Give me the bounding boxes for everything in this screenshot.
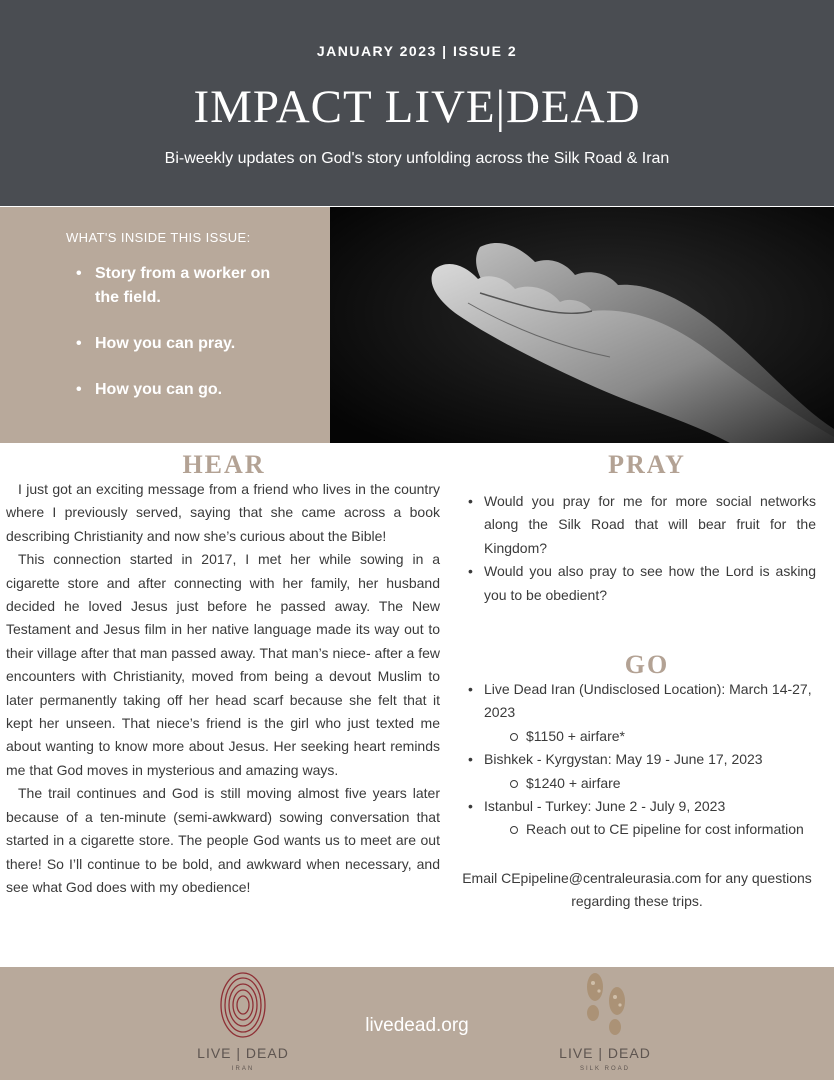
trip-cost: $1240 + airfare — [508, 772, 826, 795]
logo-wordmark: LIVE | DEAD — [197, 1045, 289, 1061]
inside-item: • Story from a worker on the field. — [76, 262, 296, 310]
trip-name: Bishkek - Kyrgystan: May 19 - June 17, 2023 — [484, 751, 763, 768]
trip-item — [466, 795, 826, 842]
trip-list — [466, 678, 826, 842]
trip-name: Istanbul - Turkey: June 2 - July 9, 2023 — [484, 798, 726, 815]
hear-story — [6, 478, 440, 899]
inside-panel — [0, 207, 330, 443]
story-paragraph: The trail continues and God is still moving almost five years later because of a ten-minute (semi-awkward) sowing conversation that started in a cigarette store. The people God wants us to meet are out there! So I’ll continue to be bold, and awkward when necessary, and see what God does with my obedience! — [6, 785, 440, 895]
go-section-title: GO — [624, 650, 670, 679]
prayer-item: • Would you also pray to see how the Lord is asking you to be obedient? — [466, 560, 816, 607]
trip-item — [466, 678, 826, 748]
pray-section-title: PRAY — [608, 450, 686, 479]
hands-photo — [330, 207, 834, 443]
inside-item: • How you can pray. — [76, 332, 296, 356]
header-banner — [0, 0, 834, 206]
story-paragraph: This connection started in 2017, I met her while sowing in a cigarette store and after connecting with her family, her husband decided he loved Jesus just before he passed away. The New Testament and Jesus film in her native language made its way out to their village after that man passed away. That man’s niece- after a few encounters with Christianity, moved from being a devout Muslim to later permanently taking off her head scarf because she felt that it kept her unseen. That niece’s friend is the girl who just texted me about wanting to know more about Jesus. Her seeking heart reminds me that God moves in mysterious and amazing ways. — [6, 551, 440, 778]
logo-subtitle: SILK ROAD — [579, 1066, 630, 1072]
trip-cost: $1150 + airfare* — [508, 725, 826, 748]
inside-heading: WHAT'S INSIDE THIS ISSUE: — [66, 230, 251, 245]
hands-icon — [330, 207, 834, 443]
trip-name: Live Dead Iran (Undisclosed Location): March 14-27, 2023 — [484, 681, 812, 721]
logo-subtitle: IRAN — [231, 1066, 255, 1072]
footer — [0, 967, 834, 1080]
website-link[interactable]: livedead.org — [365, 1015, 469, 1036]
live-dead-silk-road-logo — [555, 967, 655, 1080]
prayer-item: • Would you pray for me for more social networks along the Silk Road that will bear fruit for the Kingdom? — [466, 490, 816, 560]
hear-section-title: HEAR — [182, 450, 266, 479]
logo-wordmark: LIVE | DEAD — [559, 1045, 651, 1061]
issue-date: JANUARY 2023 | ISSUE 2 — [316, 43, 518, 59]
inside-list — [76, 262, 296, 424]
trip-item — [466, 748, 826, 795]
newsletter-title: IMPACT LIVE|DEAD — [193, 81, 641, 133]
trip-cost: Reach out to CE pipeline for cost information — [508, 818, 826, 841]
story-paragraph: I just got an exciting message from a friend who lives in the country where I previously served, saying that she came across a book describing Christianity and now she’s curious about the Bible! — [6, 481, 440, 544]
newsletter-subtitle: Bi-weekly updates on God's story unfolding across the Silk Road & Iran — [164, 150, 670, 167]
footprints-logo-icon — [555, 967, 655, 1042]
inside-item: • How you can go. — [76, 378, 296, 402]
pray-list — [466, 490, 816, 607]
contact-email-note[interactable]: Email CEpipeline@centraleurasia.com for any questions regarding these trips. — [462, 870, 812, 910]
